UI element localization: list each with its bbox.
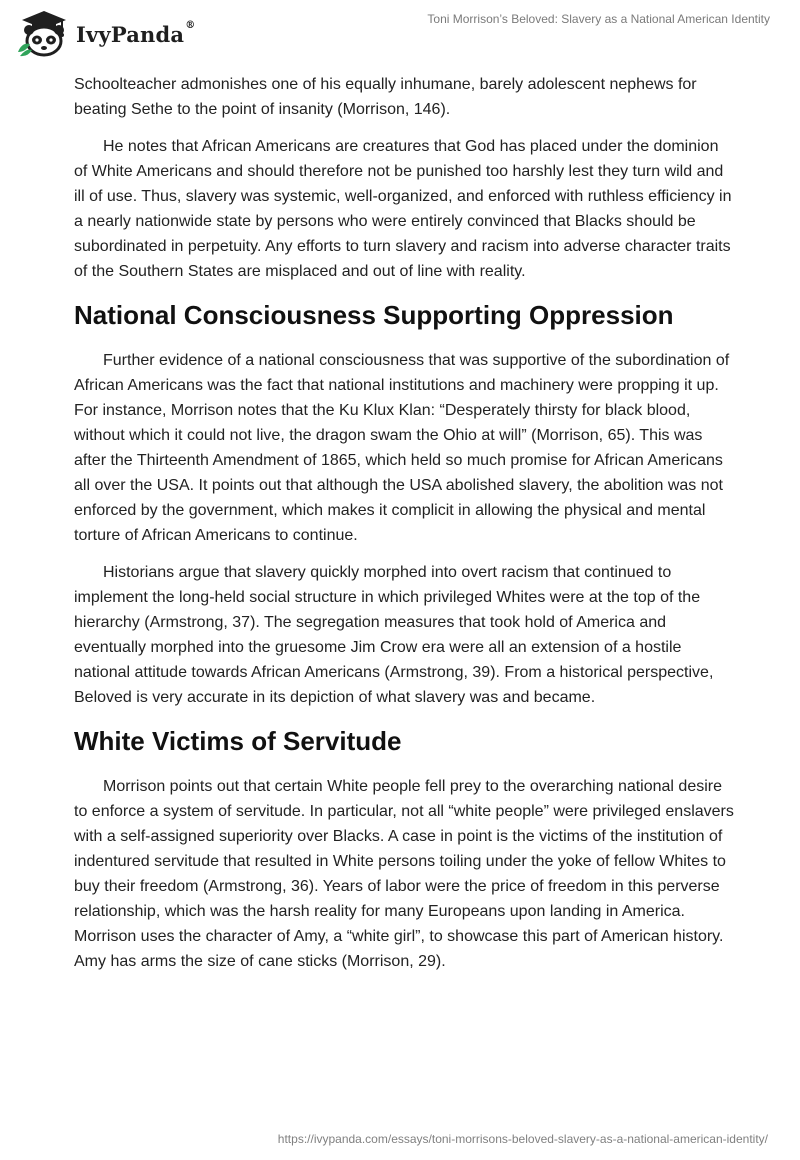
- paragraph-3: Further evidence of a national consciousness that was supportive of the subordination of African Americans was the fact that national institutions and machinery were propping it up. For instance, Morrison notes that the Ku Klux Klan: “Desperately thirsty for black blood, without which it could not live, the dragon swam the Ohio at will” (Morrison, 65). This was after the Thirteenth Amendment of 1865, which held so much promise for African Americans all over the USA. It points out that although the USA abolished slavery, the abolition was not enforced by the government, which makes it complicit in allowing the physical and mental torture of African Americans to continue.: [74, 352, 730, 544]
- essay-body: [74, 72, 734, 986]
- page-header: [0, 0, 800, 66]
- paragraph-5: Morrison points out that certain White people fell prey to the overarching national desire to enforce a system of servitude. In particular, not all “white people” were privileged enslavers with a self-assigned superiority over Blacks. A case in point is the victims of the institution of indentured servitude that resulted in White persons toiling under the yoke of fellow Whites to buy their freedom (Armstrong, 36). Years of labor were the price of freedom in this perverse relationship, which was the harsh reality for many Europeans upon landing in America. Morrison uses the character of Amy, a “white girl”, to showcase this part of American history. Amy has arms the size of cane sticks (Morrison, 29).: [74, 778, 734, 970]
- ivypanda-logo[interactable]: [14, 8, 195, 58]
- paragraph-2: He notes that African Americans are creatures that God has placed under the dominion of White Americans and should therefore not be punished too harshly lest they turn wild and ill of use. Thus, slavery was systemic, well-organized, and enforced with ruthless efficiency in a nearly nationwide state by persons who were entirely convinced that Blacks should be subordinated in perpetuity. Any efforts to turn slavery and racism into adverse character traits of the Southern States are misplaced and out of line with reality.: [74, 138, 732, 280]
- panda-graduate-icon: [14, 8, 70, 58]
- source-url[interactable]: https://ivypanda.com/essays/toni-morrisons-beloved-slavery-as-a-national-american-identity/: [277, 1132, 768, 1146]
- paragraph-1: Schoolteacher admonishes one of his equally inhumane, barely adolescent nephews for beating Sethe to the point of insanity (Morrison, 146).: [74, 76, 697, 118]
- section-heading-white-victims: White Victims of Servitude: [74, 726, 402, 756]
- document-title: Toni Morrison’s Beloved: Slavery as a National American Identity: [427, 12, 770, 26]
- section-heading-national-consciousness: National Consciousness Supporting Oppression: [74, 300, 674, 330]
- logo-wordmark: IvyPanda®: [76, 19, 196, 47]
- paragraph-4: Historians argue that slavery quickly morphed into overt racism that continued to implement the long-held social structure in which privileged Whites were at the top of the hierarchy (Armstrong, 37). The segregation measures that took hold of America and eventually morphed into the gruesome Jim Crow era were all an extension of a hostile national attitude towards African Americans (Armstrong, 39). From a historical perspective, Beloved is very accurate in its depiction of what slavery was and became.: [74, 564, 714, 706]
